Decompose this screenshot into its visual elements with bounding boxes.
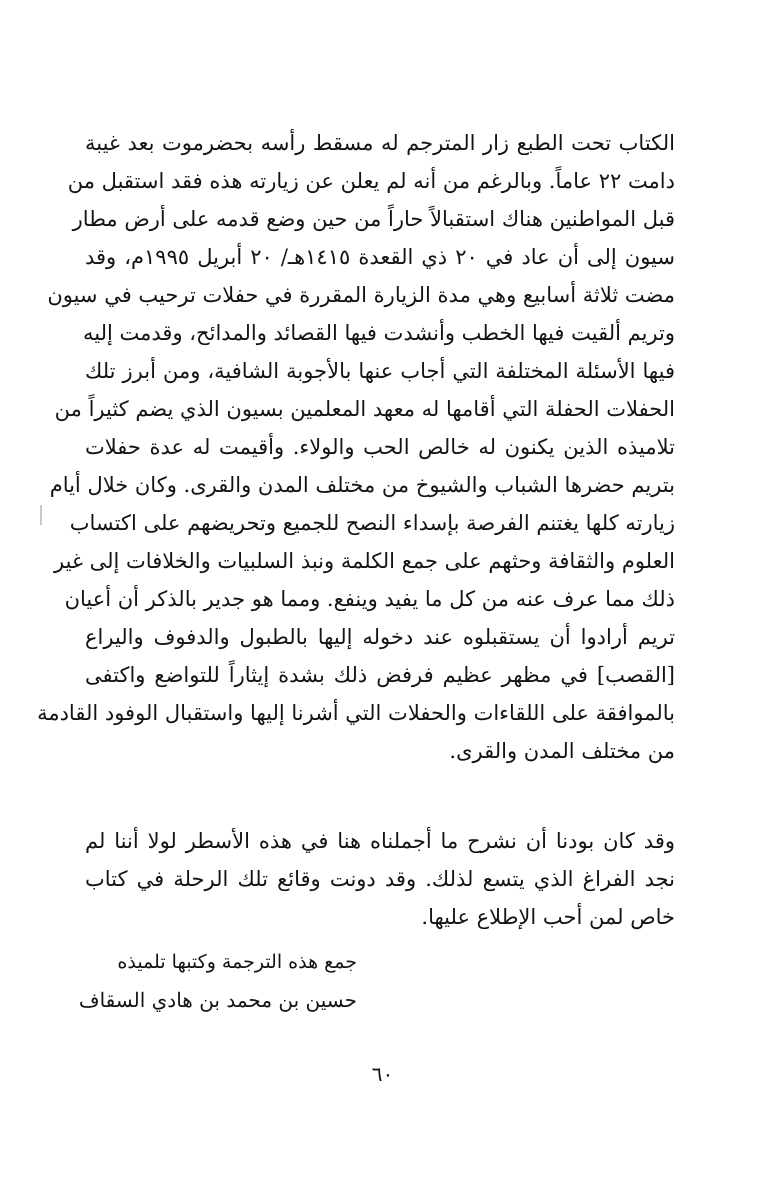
text-line: [القصب] في مظهر عظيم فرفض ذلك بشدة إيثاراً للتواضع واكتفى	[85, 663, 675, 687]
signature-name	[78, 980, 357, 1020]
text-line: مضت ثلاثة أسابيع وهي مدة الزيارة المقررة في حفلات ترحيب في سيون	[47, 283, 675, 307]
text-line: خاص لمن أحب الإطلاع عليها.	[421, 905, 675, 929]
page-number: ٦٠	[371, 1062, 394, 1086]
signature-line-2: حسين بن محمد بن هادي السقاف	[78, 988, 357, 1012]
signature-attribution	[97, 942, 357, 982]
text-line: العلوم والثقافة وحثهم على جمع الكلمة ونبذ السلبيات والخلافات إلى غير	[54, 549, 675, 573]
paragraph-1	[37, 124, 675, 770]
signature-line-1: جمع هذه الترجمة وكتبها تلميذه	[117, 951, 357, 973]
text-line: قبل المواطنين هناك استقبالاً حاراً من حين وضع قدمه على أرض مطار	[72, 207, 675, 231]
text-line: ذلك مما عرف عنه من كل ما يفيد وينفع. ومما هو جدير بالذكر أن أعيان	[64, 587, 675, 611]
text-line: وقد كان بودنا أن نشرح ما أجملناه هنا في هذه الأسطر لولا أننا لم	[85, 829, 675, 853]
text-line: الحفلات الحفلة التي أقامها له معهد المعلمين بسيون الذي يضم كثيراً من	[54, 397, 675, 421]
text-line: بالموافقة على اللقاءات والحفلات التي أشرنا إليها واستقبال الوفود القادمة	[37, 701, 675, 725]
text-line: نجد الفراغ الذي يتسع لذلك. وقد دونت وقائع تلك الرحلة في كتاب	[85, 867, 675, 891]
text-line: من مختلف المدن والقرى.	[449, 739, 675, 763]
text-line: زيارته كلها يغتنم الفرصة بإسداء النصح للجميع وتحريضهم على اكتساب	[69, 511, 675, 535]
text-line: وتريم ألقيت فيها الخطب وأنشدت فيها القصائد والمدائح، وقدمت إليه	[83, 321, 675, 345]
text-line: تريم أرادوا أن يستقبلوه عند دخوله إليها بالطبول والدفوف واليراع	[85, 625, 675, 649]
text-line: الكتاب تحت الطبع زار المترجم له مسقط رأسه بحضرموت بعد غيبة	[85, 131, 675, 155]
text-line: دامت ٢٢ عاماً. وبالرغم من أنه لم يعلن عن زيارته هذه فقد استقبل من	[67, 169, 675, 193]
text-line: فيها الأسئلة المختلفة التي أجاب عنها بالأجوبة الشافية، ومن أبرز تلك	[85, 359, 675, 383]
paragraph-2	[85, 822, 675, 936]
text-line: بتريم حضرها الشباب والشيوخ من مختلف المدن والقرى. وكان خلال أيام	[49, 473, 675, 497]
margin-mark	[40, 505, 42, 525]
text-line: تلاميذه الذين يكنون له خالص الحب والولاء. وأقيمت له عدة حفلات	[85, 435, 675, 459]
text-line: سيون إلى أن عاد في ٢٠ ذي القعدة ١٤١٥هـ/ ٢٠ أبريل ١٩٩٥م، وقد	[85, 245, 675, 269]
